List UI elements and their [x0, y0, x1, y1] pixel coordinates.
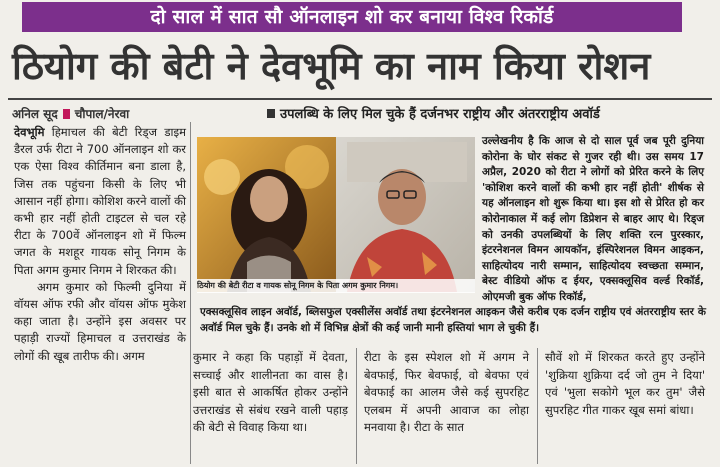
photo-caption: ठियोग की बेटी रीटा व गायक सोनू निगम के पिता अगम कुमार निगम। [197, 279, 475, 293]
article-column-2: कुमार ने कहा कि पहाड़ों में देवता, सच्चाई और शालीनता का वास है। इसी बात से आकर्षित होकर उन्होंने उत्तराखंड से संबंध रखने वाली पहाड़ की बेटी से विवाह किया था। [193, 350, 348, 434]
byline [12, 105, 129, 122]
article-column-1 [14, 124, 186, 365]
subheadline [262, 104, 600, 122]
byline-separator-icon [63, 109, 70, 119]
article-photo [197, 137, 475, 292]
right-body: है कि आज से दो साल पूर्व जब पूरी दुनिया कोरोना के घोर संकट से गुजर रही थी। उस समय 17 अप्रैल, 2020 को रीटा ने लोगों को प्रेरित करने के लिए 'कोशिश करने वालों की कभी हार नहीं होती' शीर्षक से यह ऑनलाइन शो शुरू किया था। इस शो से प्रेरित हो कर कोरोनाकाल में कई लोग डिप्रेशन से बाहर आए थे। रिड्ज को उनकी उपलब्धियों के लिए शक्ति रत्न पुरस्कार, इंटरनेशनल विमन आयकॉन, इंस्पिरेशनल विमन आइकन, साहित्योदय नारी सम्मान, साहित्योदय स्वच्छता सम्मान, बेस्ट वीडियो ऑफ द ईयर, एक्सक्लूसिव वर्ल्ड रिकॉर्ड, ओएमजी बुक ऑफ रिकॉर्ड, [482, 135, 704, 303]
column-divider [190, 122, 191, 464]
column1-para2: अगम कुमार को फिल्मी दुनिया में वॉयस ऑफ रफी और वॉयस ऑफ मुकेश कहा जाता है। उन्होंने इस अवसर पर पहाड़ी राज्यों हिमाचल व उत्तराखंड के लोगों की खूब तारीफ की। अगम [14, 279, 186, 363]
column1-para1: हिमाचल की बेटी रिड्ज डाइम डैरल उर्फ रीटा ने 700 ऑनलाइन शो कर एक ऐसा विश्व कीर्तिमान बना डाला है, जिस तक पहुंचना किसी के लिए भी आसान नहीं होगा। कोशिश करने वालों की कभी हार नहीं होती टाइटल से चल रहे रीटा के 700वें ऑनलाइन शो में फिल्म जगत के मशहूर गायक सोनू निगम के पिता अगम कुमार निगम ने शिरकत की। [14, 125, 186, 277]
article-right-block [482, 134, 704, 306]
right-lead: उल्लेखनीय [482, 135, 523, 147]
headline: ठियोग की बेटी ने देवभूमि का नाम किया रोशन [12, 44, 651, 88]
byline-location: चौपाल/नेरवा [74, 107, 130, 121]
subhead-square-icon [267, 109, 275, 118]
top-banner: दो साल में सात सौ ऑनलाइन शो कर बनाया विश्व रिकॉर्ड [22, 2, 682, 32]
photo-illustration [197, 137, 475, 292]
headline-divider [8, 98, 712, 100]
column1-lead: देवभूमि [14, 125, 45, 139]
article-column-3: रीटा के इस स्पेशल शो में अगम ने बेवफाई, फिर बेवफाई, वो बेवफा एवं बेवफाई का आलम जैसे कई सुपरहिट एलबम में अपनी आवाज का लोहा मनवाया है। रीटा के सात [364, 350, 529, 434]
column-divider [537, 348, 538, 464]
column-divider [356, 348, 357, 464]
byline-author: अनिल सूद [12, 107, 58, 121]
article-column-4: सौवें शो में शिरकत करते हुए उन्होंने 'शुक्रिया शुक्रिया दर्द जो तुम ने दिया' एवं 'भुला सकोगे भूल कर तुम' जैसे सुपरहिट गीत गाकर खूब समां बांधा। [545, 350, 705, 417]
awards-paragraph: एक्सक्लूसिव लाइन अवॉर्ड, ब्लिसफुल एक्सीलेंस अवॉर्ड तथा इंटरनेशनल आइकन जैसे करीब एक दर्जन राष्ट्रीय एवं अंतरराष्ट्रीय स्तर के अवॉर्ड मिल चुके हैं। उनके शो में विभिन्न क्षेत्रों की कई जानी मानी हस्तियां भाग ले चुकी हैं। [200, 306, 706, 334]
subheadline-text: उपलब्धि के लिए मिल चुके हैं दर्जनभर राष्ट्रीय और अंतरराष्ट्रीय अवॉर्ड [280, 107, 600, 122]
